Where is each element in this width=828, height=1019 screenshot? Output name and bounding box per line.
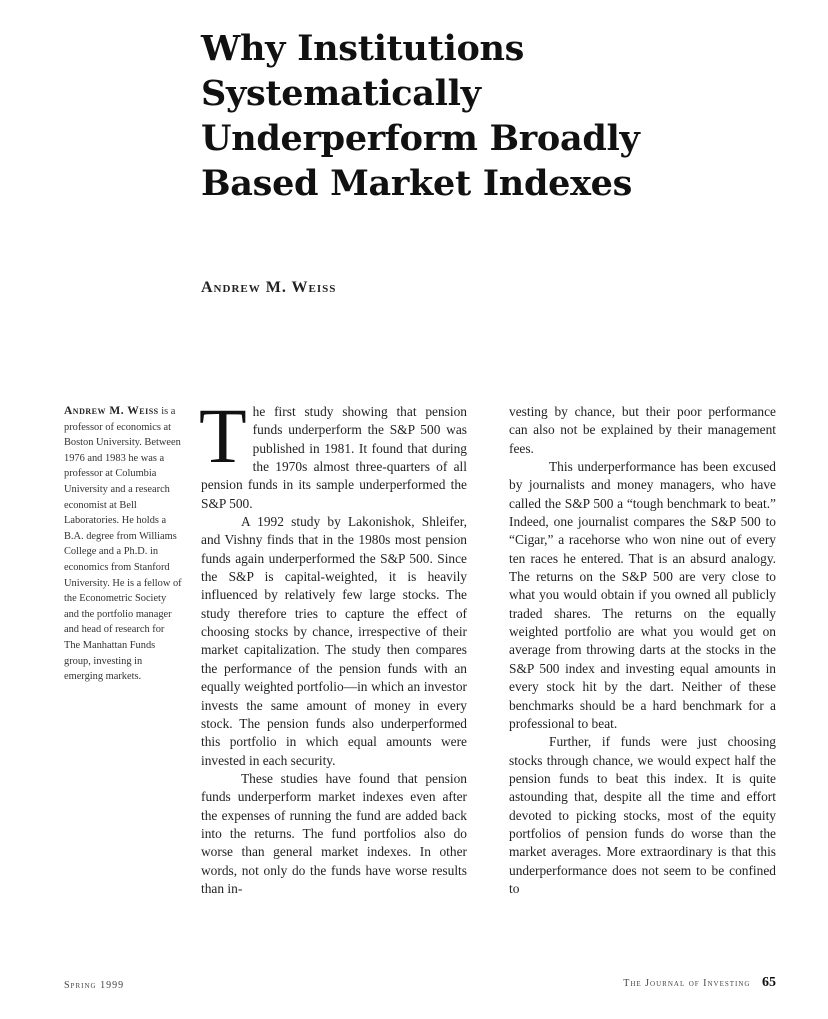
body-column-2 [509, 403, 776, 898]
body-column-1 [199, 392, 467, 898]
footer-journal [623, 975, 776, 991]
paragraph: This underperformance has been excused by journalists and money managers, who have called the S&P 500 a “tough benchmark to beat.” Indeed, one journalist compares the S&P 500 to “Cigar,” a racehorse who won nine out of every ten races he entered. That is an absurd analogy. The returns on the S&P 500 are very close to what you would obtain if you owned all publicly traded shares. The returns on the equally weighted portfolio are what you would get on average from throwing darts at the stocks in the S&P 500 index and investing equal amounts in every stock hit by the dart. Neither of these benchmarks should be a hard benchmark for a professional to beat. [509, 459, 776, 731]
page-number: 65 [762, 975, 776, 990]
paragraph: vesting by chance, but their poor performance can also not be explained by their management fees. [509, 404, 776, 456]
paragraph-text: he first study showing that pension funds underperform the S&P 500 was published in 1981. It found that during the 1970s almost three-quarters of all pension funds in its sample underperformed the S&P 500. [201, 404, 467, 511]
paragraph: Further, if funds were just choosing stocks through chance, we would expect half the pension funds to beat this index. It is quite astounding that, despite all the time and effort devoted to picking stocks, most of the equity portfolios of pension funds do worse than the market averages. More extraordinary is that this underperformance does not seem to be confined to [509, 734, 776, 896]
paragraph: A 1992 study by Lakonishok, Shleifer, and Vishny finds that in the 1980s most pension funds again underperformed the S&P 500. Since the S&P is capital-weighted, it is heavily influenced by relatively few large stocks. The study therefore tries to capture the effect of choosing stocks by chance, irrespective of their market capitalization. The study then compares the performance of the pension funds with an equally weighted portfolio—in which an investor invests the same amount of money in every stock. The pension funds also underperformed this portfolio in which equal amounts were invested in each security. [201, 514, 467, 768]
author-bio [64, 404, 182, 685]
article-author: Andrew M. Weiss [201, 279, 337, 296]
bio-text: is a professor of economics at Boston University. Between 1976 and 1983 he was a professor at Columbia University and a research economist at Bell Laboratories. He holds a B.A. degree from Williams College and a Ph.D. in economics from Stanford University. He is a fellow of the Econometric Society and the portfolio manager and head of research for The Manhattan Funds group, investing in emerging markets. [64, 406, 182, 683]
drop-cap: T [199, 392, 247, 479]
paragraph [199, 392, 467, 513]
paragraph: These studies have found that pension funds underperform market indexes even after the expenses of running the fund are added back into the returns. The fund portfolios also do worse than general market indexes. In other words, not only do the funds have worse results than in- [201, 770, 467, 896]
article-title: Why Institutions Systematically Underperform Broadly Based Market Indexes [201, 28, 640, 204]
bio-author-name: Andrew M. Weiss [64, 405, 159, 417]
footer-issue: Spring 1999 [64, 980, 125, 991]
journal-name: The Journal of Investing [623, 978, 751, 989]
